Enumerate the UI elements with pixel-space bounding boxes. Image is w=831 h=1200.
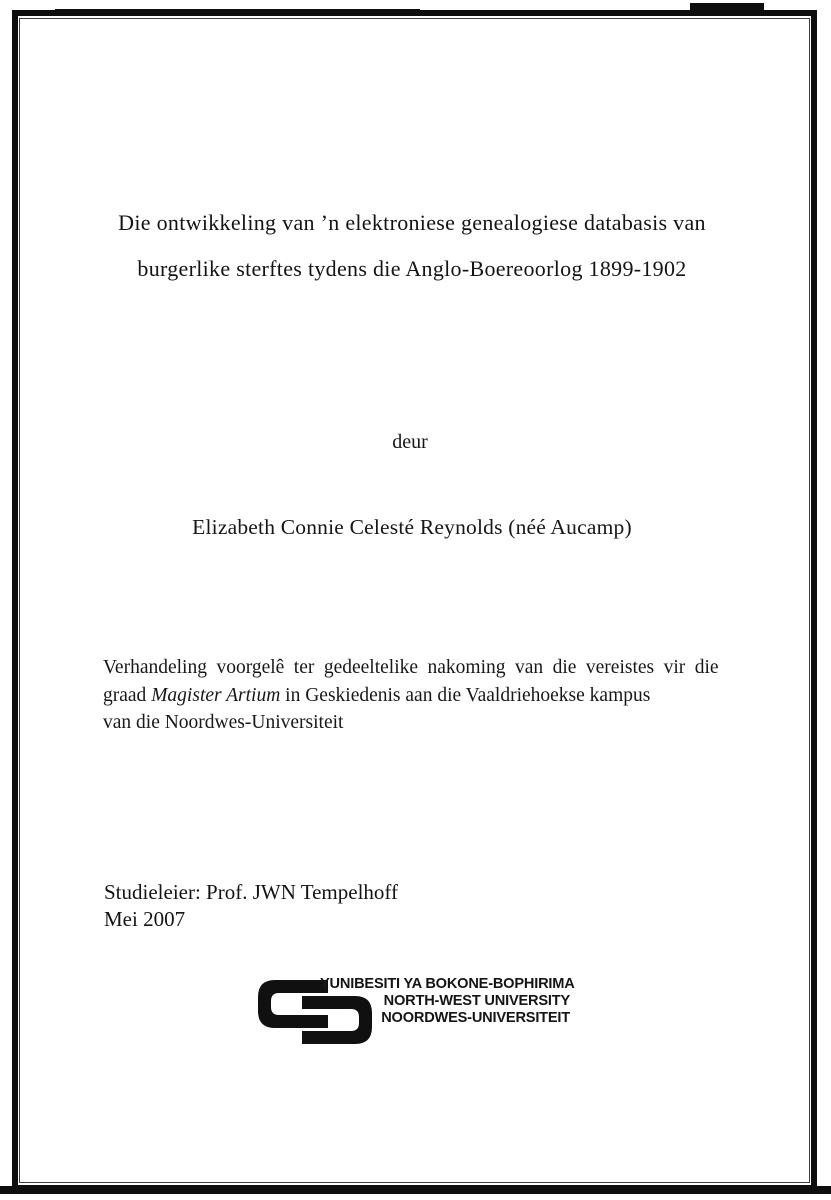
university-logo-text — [320, 976, 575, 1026]
university-logo — [258, 970, 598, 1055]
thesis-title-line2: burgerlike sterftes tydens die Anglo-Boereoorlog 1899-1902 — [137, 256, 687, 281]
date-line: Mei 2007 — [104, 907, 186, 931]
supervisor-line: Studieleier: Prof. JWN Tempelhoff — [104, 880, 399, 904]
degree-statement-line2-suffix: in Geskiedenis aan die Vaaldriehoekse kampus — [280, 684, 651, 706]
logo-text-english: NORTH-WEST UNIVERSITY — [383, 992, 570, 1009]
logo-text-afrikaans: NOORDWES-UNIVERSITEIT — [381, 1009, 570, 1026]
degree-statement — [103, 654, 740, 737]
degree-name: Magister Artium — [151, 684, 281, 706]
thesis-title-line1: Die ontwikkeling van ’n elektroniese genealogiese databasis van — [118, 210, 706, 235]
byline: deur — [392, 431, 428, 453]
degree-statement-line3: van die Noordwes-Universiteit — [103, 712, 344, 733]
author-name: Elizabeth Connie Celesté Reynolds (néé Aucamp) — [192, 515, 632, 539]
degree-statement-line1: Verhandeling voorgelê ter gedeeltelike nakoming van die vereistes vir die — [103, 657, 719, 678]
supervisor-block — [104, 879, 398, 933]
degree-statement-line2-prefix: graad — [103, 684, 152, 706]
logo-text-setswana: YUNIBESITI YA BOKONE-BOPHIRIMA — [320, 976, 575, 992]
degree-statement-line2 — [103, 682, 740, 710]
thesis-title — [0, 200, 824, 292]
